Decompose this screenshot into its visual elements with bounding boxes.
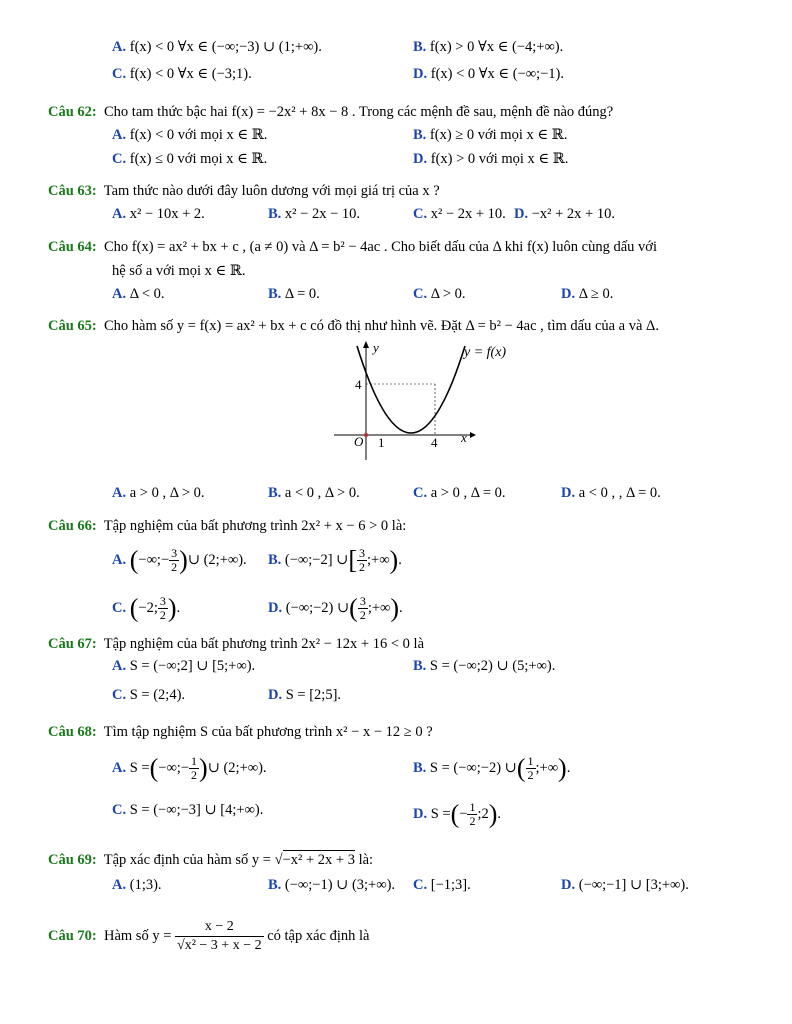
q69-option-c: C. [−1;3].: [413, 877, 471, 893]
question-68: Câu 68: Tìm tập nghiệm S của bất phương trình x² − x − 12 ≥ 0 ?: [48, 724, 433, 740]
x-label: x: [461, 430, 467, 445]
option-d: D. f(x) < 0 ∀x ∈ (−∞;−1).: [413, 66, 565, 82]
q66-option-c: C. (−2; $\frac{3}{2}$ ).: [112, 593, 181, 623]
q65-option-c: C. a > 0 , Δ = 0.: [413, 485, 506, 501]
q63-option-a: A. x² − 10x + 2.: [112, 206, 205, 222]
q68-option-c: C. S = (−∞;−3] ∪ [4;+∞).: [112, 802, 264, 818]
q65-option-a: A. a > 0 , Δ > 0.: [112, 485, 205, 501]
q65-option-d: D. a < 0 , , Δ = 0.: [561, 485, 661, 501]
q69-option-b: B. (−∞;−1) ∪ (3;+∞).: [268, 877, 396, 893]
tick-4-y: 4: [355, 377, 362, 392]
q67-option-d: D. S = [2;5].: [268, 687, 342, 703]
q63-option-d: D. −x² + 2x + 10.: [514, 206, 615, 222]
question-67: Câu 67: Tập nghiệm của bất phương trình 2x² − 12x + 16 < 0 là: [48, 636, 425, 652]
q64-option-b: B. Δ = 0.: [268, 286, 320, 302]
question-70: Câu 70: Hàm số y = $\frac{x - 2}{\text{√x² − 3 + x − 2}}$ có tập xác định là: [48, 919, 370, 953]
q67-option-b: B. S = (−∞;2) ∪ (5;+∞).: [413, 658, 556, 674]
y-label: y: [373, 340, 379, 355]
q63-option-b: B. x² − 2x − 10.: [268, 206, 360, 222]
q66-option-b: B. (−∞;−2] ∪[ $\frac{3}{2}$ ;+∞).: [268, 545, 402, 575]
q69-option-a: A. (1;3).: [112, 877, 162, 893]
origin-point: [364, 433, 368, 437]
question-66: Câu 66: Tập nghiệm của bất phương trình 2x² + x − 6 > 0 là:: [48, 518, 407, 534]
question-62: Câu 62: Cho tam thức bậc hai f(x) = −2x² + 8x − 8 . Trong các mệnh đề sau, mệnh đề nào đúng?: [48, 104, 614, 120]
x-axis-arrow: [470, 432, 476, 438]
y-axis-arrow: [363, 341, 369, 348]
q62-option-b: B. f(x) ≥ 0 với mọi x ∈ ℝ.: [413, 127, 568, 143]
q65-option-b: B. a < 0 , Δ > 0.: [268, 485, 360, 501]
option-a: A. f(x) < 0 ∀x ∈ (−∞;−3) ∪ (1;+∞).: [112, 39, 322, 55]
q67-option-c: C. S = (2;4).: [112, 687, 186, 703]
option-c: C. f(x) < 0 ∀x ∈ (−3;1).: [112, 66, 252, 82]
q69-option-d: D. (−∞;−1] ∪ [3;+∞).: [561, 877, 689, 893]
question-69: Câu 69: Tập xác định của hàm số y = √−x² + 2x + 3 là:: [48, 852, 374, 868]
q67-option-a: A. S = (−∞;2] ∪ [5;+∞).: [112, 658, 256, 674]
q64-option-c: C. Δ > 0.: [413, 286, 466, 302]
curve-label: y = f(x): [464, 345, 507, 360]
tick-1: 1: [378, 435, 385, 450]
parabola-graph: [330, 338, 507, 463]
q68-option-d: D. S =(− $\frac{1}{2}$ ;2).: [413, 799, 502, 829]
q62-option-a: A. f(x) < 0 với mọi x ∈ ℝ.: [112, 127, 268, 143]
q66-option-d: D. (−∞;−2) ∪( $\frac{3}{2}$ ;+∞).: [268, 593, 403, 623]
q68-option-b: B. S = (−∞;−2) ∪( $\frac{1}{2}$ ;+∞).: [413, 753, 571, 783]
origin-label: O: [354, 434, 364, 449]
q62-option-d: D. f(x) > 0 với mọi x ∈ ℝ.: [413, 151, 569, 167]
tick-4-x: 4: [431, 435, 438, 450]
q68-option-a: A. S =(−∞;− $\frac{1}{2}$ )∪ (2;+∞).: [112, 753, 267, 783]
question-64-cont: hệ số a với mọi x ∈ ℝ.: [112, 263, 246, 279]
option-b: B. f(x) > 0 ∀x ∈ (−4;+∞).: [413, 39, 564, 55]
q64-option-d: D. Δ ≥ 0.: [561, 286, 614, 302]
q63-option-c: C. x² − 2x + 10.: [413, 206, 506, 222]
question-63: Câu 63: Tam thức nào dưới đây luôn dương với mọi giá trị của x ?: [48, 183, 440, 199]
q64-option-a: A. Δ < 0.: [112, 286, 165, 302]
parabola-curve: [357, 346, 465, 433]
question-64: Câu 64: Cho f(x) = ax² + bx + c , (a ≠ 0) và Δ = b² − 4ac . Cho biết dấu của Δ khi f(x) luôn cùng dấu với: [48, 239, 657, 255]
question-65: Câu 65: Cho hàm số y = f(x) = ax² + bx + c có đồ thị như hình vẽ. Đặt Δ = b² − 4ac , tìm dấu của a và Δ.: [48, 318, 660, 334]
q62-option-c: C. f(x) ≤ 0 với mọi x ∈ ℝ.: [112, 151, 268, 167]
q66-option-a: A. (−∞;− $\frac{3}{2}$ )∪ (2;+∞).: [112, 545, 247, 575]
